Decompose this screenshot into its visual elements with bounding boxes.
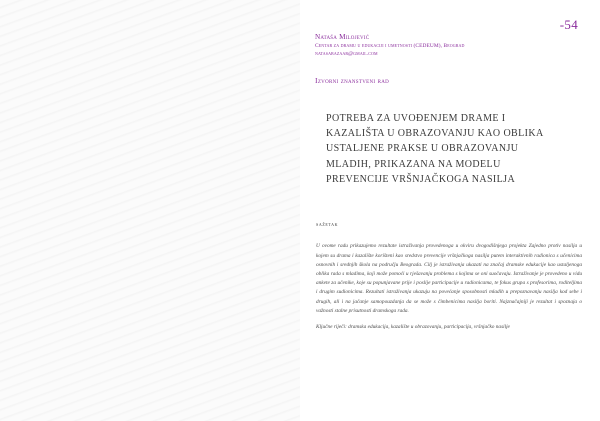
- title-line: PREVENCIJE VRŠNJAČKOGA NASILJA: [326, 173, 516, 185]
- article-title: [326, 111, 581, 187]
- author-affiliation: Centar za dramu u edukaciji i umetnosti (CEDEUM), Beograd: [315, 43, 465, 49]
- abstract-body: U ovome radu prikazujemo rezultate istraživanja provedenoga u okviru dvogodišnjega projekta Zajedno protiv nasilja u kojem su drama i kazalište korišteni kao sredstvo prevencije vršnjačkoga nasilja putem interaktivnih radionica s učenicima osnovnih i srednjih škola na području Beograda. Cilj je istraživanja ukazati na značaj dramske edukacije kao ustaljenoga oblika rada s mladima, koji može pomoći u rješavanju problema s kojima se oni suočavaju. Istraživanje je provedeno u vidu ankete za učenike, koje su popunjavane prije i poslije participacije u radionicama, te fokus grupa s profesorima, roditeljima i drugim sudionicima. Rezultati istraživanja ukazuju na povećanje sposobnosti mladih u prepoznavanju nasilja kod sebe i drugih, ali i na jačanje samopouzdanja da se može s čimbenicima nasilja boriti. Najznačajniji je rezultat i spoznaja o važnosti stalne prisutnosti dramskoga rada.: [316, 243, 582, 314]
- page-number: -54: [559, 17, 578, 32]
- abstract-heading: sažetak: [316, 222, 339, 228]
- author-block: [315, 33, 590, 58]
- title-line: KAZALIŠTA U OBRAZOVANJU KAO OBLIKA: [326, 128, 544, 140]
- author-name: Nataša Milojević: [315, 33, 370, 41]
- title-line: MLADIH, PRIKAZANA NA MODELU: [326, 158, 501, 170]
- title-line: POTREBA ZA UVOĐENJEM DRAME I: [326, 113, 506, 124]
- title-line: USTALJENE PRAKSE U OBRAZOVANJU: [326, 143, 519, 155]
- article-type: Izvorni znanstveni rad: [315, 76, 390, 85]
- author-email[interactable]: natasabazaar@gmail.com: [315, 51, 378, 57]
- keywords: Ključne riječi: dramska edukacija, kazalište u obrazovanju, participacija, vršnjačko nasilje: [316, 324, 510, 331]
